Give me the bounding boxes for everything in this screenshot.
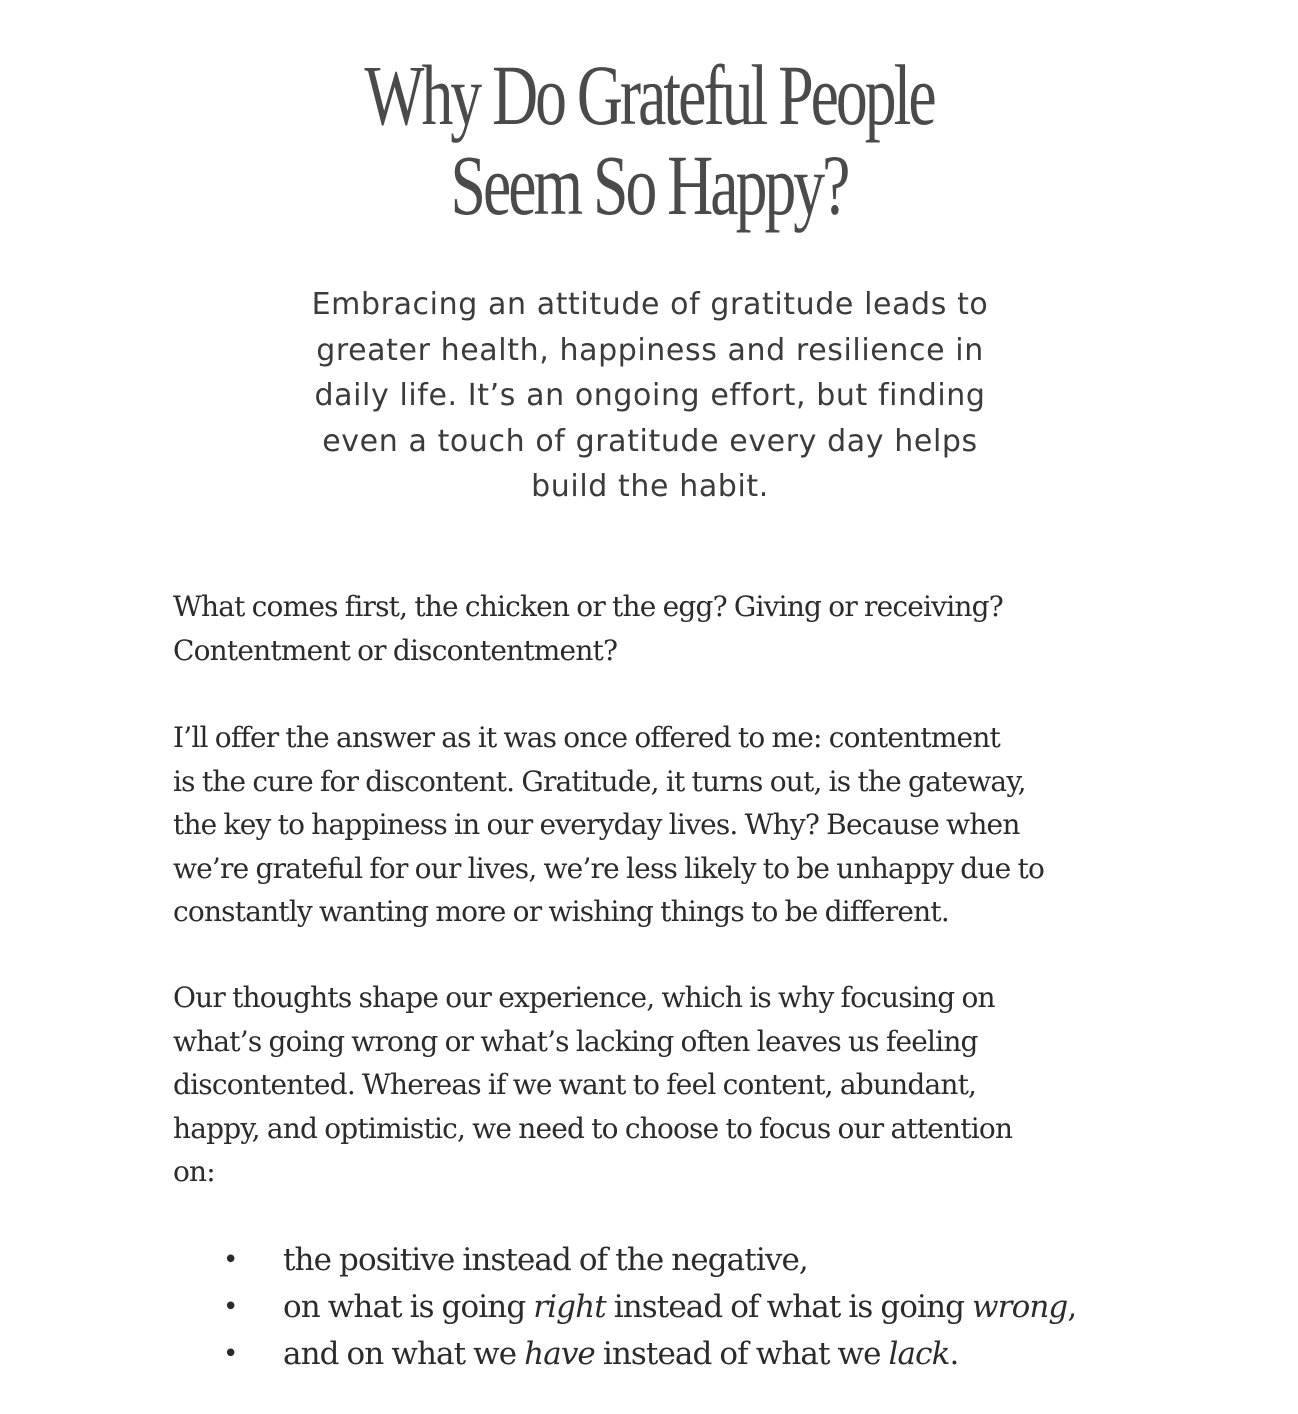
paragraph-line: what’s going wrong or what’s lacking often leaves us feeling: [173, 1024, 978, 1058]
paragraph-line: constantly wanting more or wishing things to be different.: [173, 895, 949, 928]
list-item-emphasis: right: [533, 1289, 606, 1325]
bullet-icon: •: [223, 1245, 238, 1275]
article-subtitle: [280, 282, 1020, 510]
paragraph-2: [173, 716, 1133, 934]
paragraph-3: [173, 976, 1133, 1194]
paragraph-line: Our thoughts shape our experience, which is why focusing on: [173, 981, 995, 1014]
list-item-text: instead of what we: [594, 1336, 889, 1372]
list-item-text: on what is going: [283, 1289, 534, 1325]
bullet-icon: •: [223, 1292, 238, 1322]
paragraph-line: is the cure for discontent. Gratitude, it turns out, is the gateway,: [173, 764, 1026, 798]
list-item: [173, 1284, 1173, 1331]
article-title: [169, 47, 1130, 233]
title-line: Seem So Happy?: [450, 137, 848, 233]
subtitle-line: even a touch of gratitude every day helps: [322, 423, 978, 459]
list-item-text: .: [949, 1336, 959, 1372]
list-item-text: ,: [1067, 1289, 1077, 1325]
subtitle-line: greater health, happiness and resilience in: [316, 332, 984, 368]
list-item: [173, 1331, 1173, 1378]
title-line: Why Do Grateful People: [364, 47, 934, 143]
paragraph-line: on:: [173, 1155, 215, 1188]
list-item: [173, 1237, 1173, 1284]
subtitle-line: build the habit.: [531, 469, 769, 504]
paragraph-line: Contentment or discontentment?: [173, 633, 618, 667]
list-item-emphasis: lack: [888, 1336, 950, 1372]
paragraph-line: discontented. Whereas if we want to feel content, abundant,: [173, 1068, 977, 1101]
paragraph-line: the key to happiness in our everyday lives. Why? Because when: [173, 808, 1020, 841]
list-item-emphasis: have: [524, 1336, 595, 1372]
list-item-text: the positive instead of the negative,: [283, 1242, 808, 1278]
subtitle-line: daily life. It’s an ongoing effort, but finding: [314, 378, 986, 413]
subtitle-line: Embracing an attitude of gratitude leads to: [311, 287, 989, 322]
paragraph-line: I’ll offer the answer as it was once offered to me: contentment: [173, 721, 1001, 754]
list-item-text: and on what we: [283, 1336, 525, 1372]
paragraph-line: What comes first, the chicken or the egg? Giving or receiving?: [173, 590, 1003, 623]
paragraph-line: happy, and optimistic, we need to choose to focus our attention: [173, 1111, 1013, 1145]
bullet-icon: •: [223, 1339, 238, 1369]
focus-list: [173, 1237, 1173, 1378]
paragraph-line: we’re grateful for our lives, we’re less likely to be unhappy due to: [173, 851, 1044, 885]
list-item-text: instead of what is going: [605, 1289, 973, 1325]
paragraph-1: [173, 585, 1133, 672]
list-item-emphasis: wrong: [972, 1289, 1068, 1325]
